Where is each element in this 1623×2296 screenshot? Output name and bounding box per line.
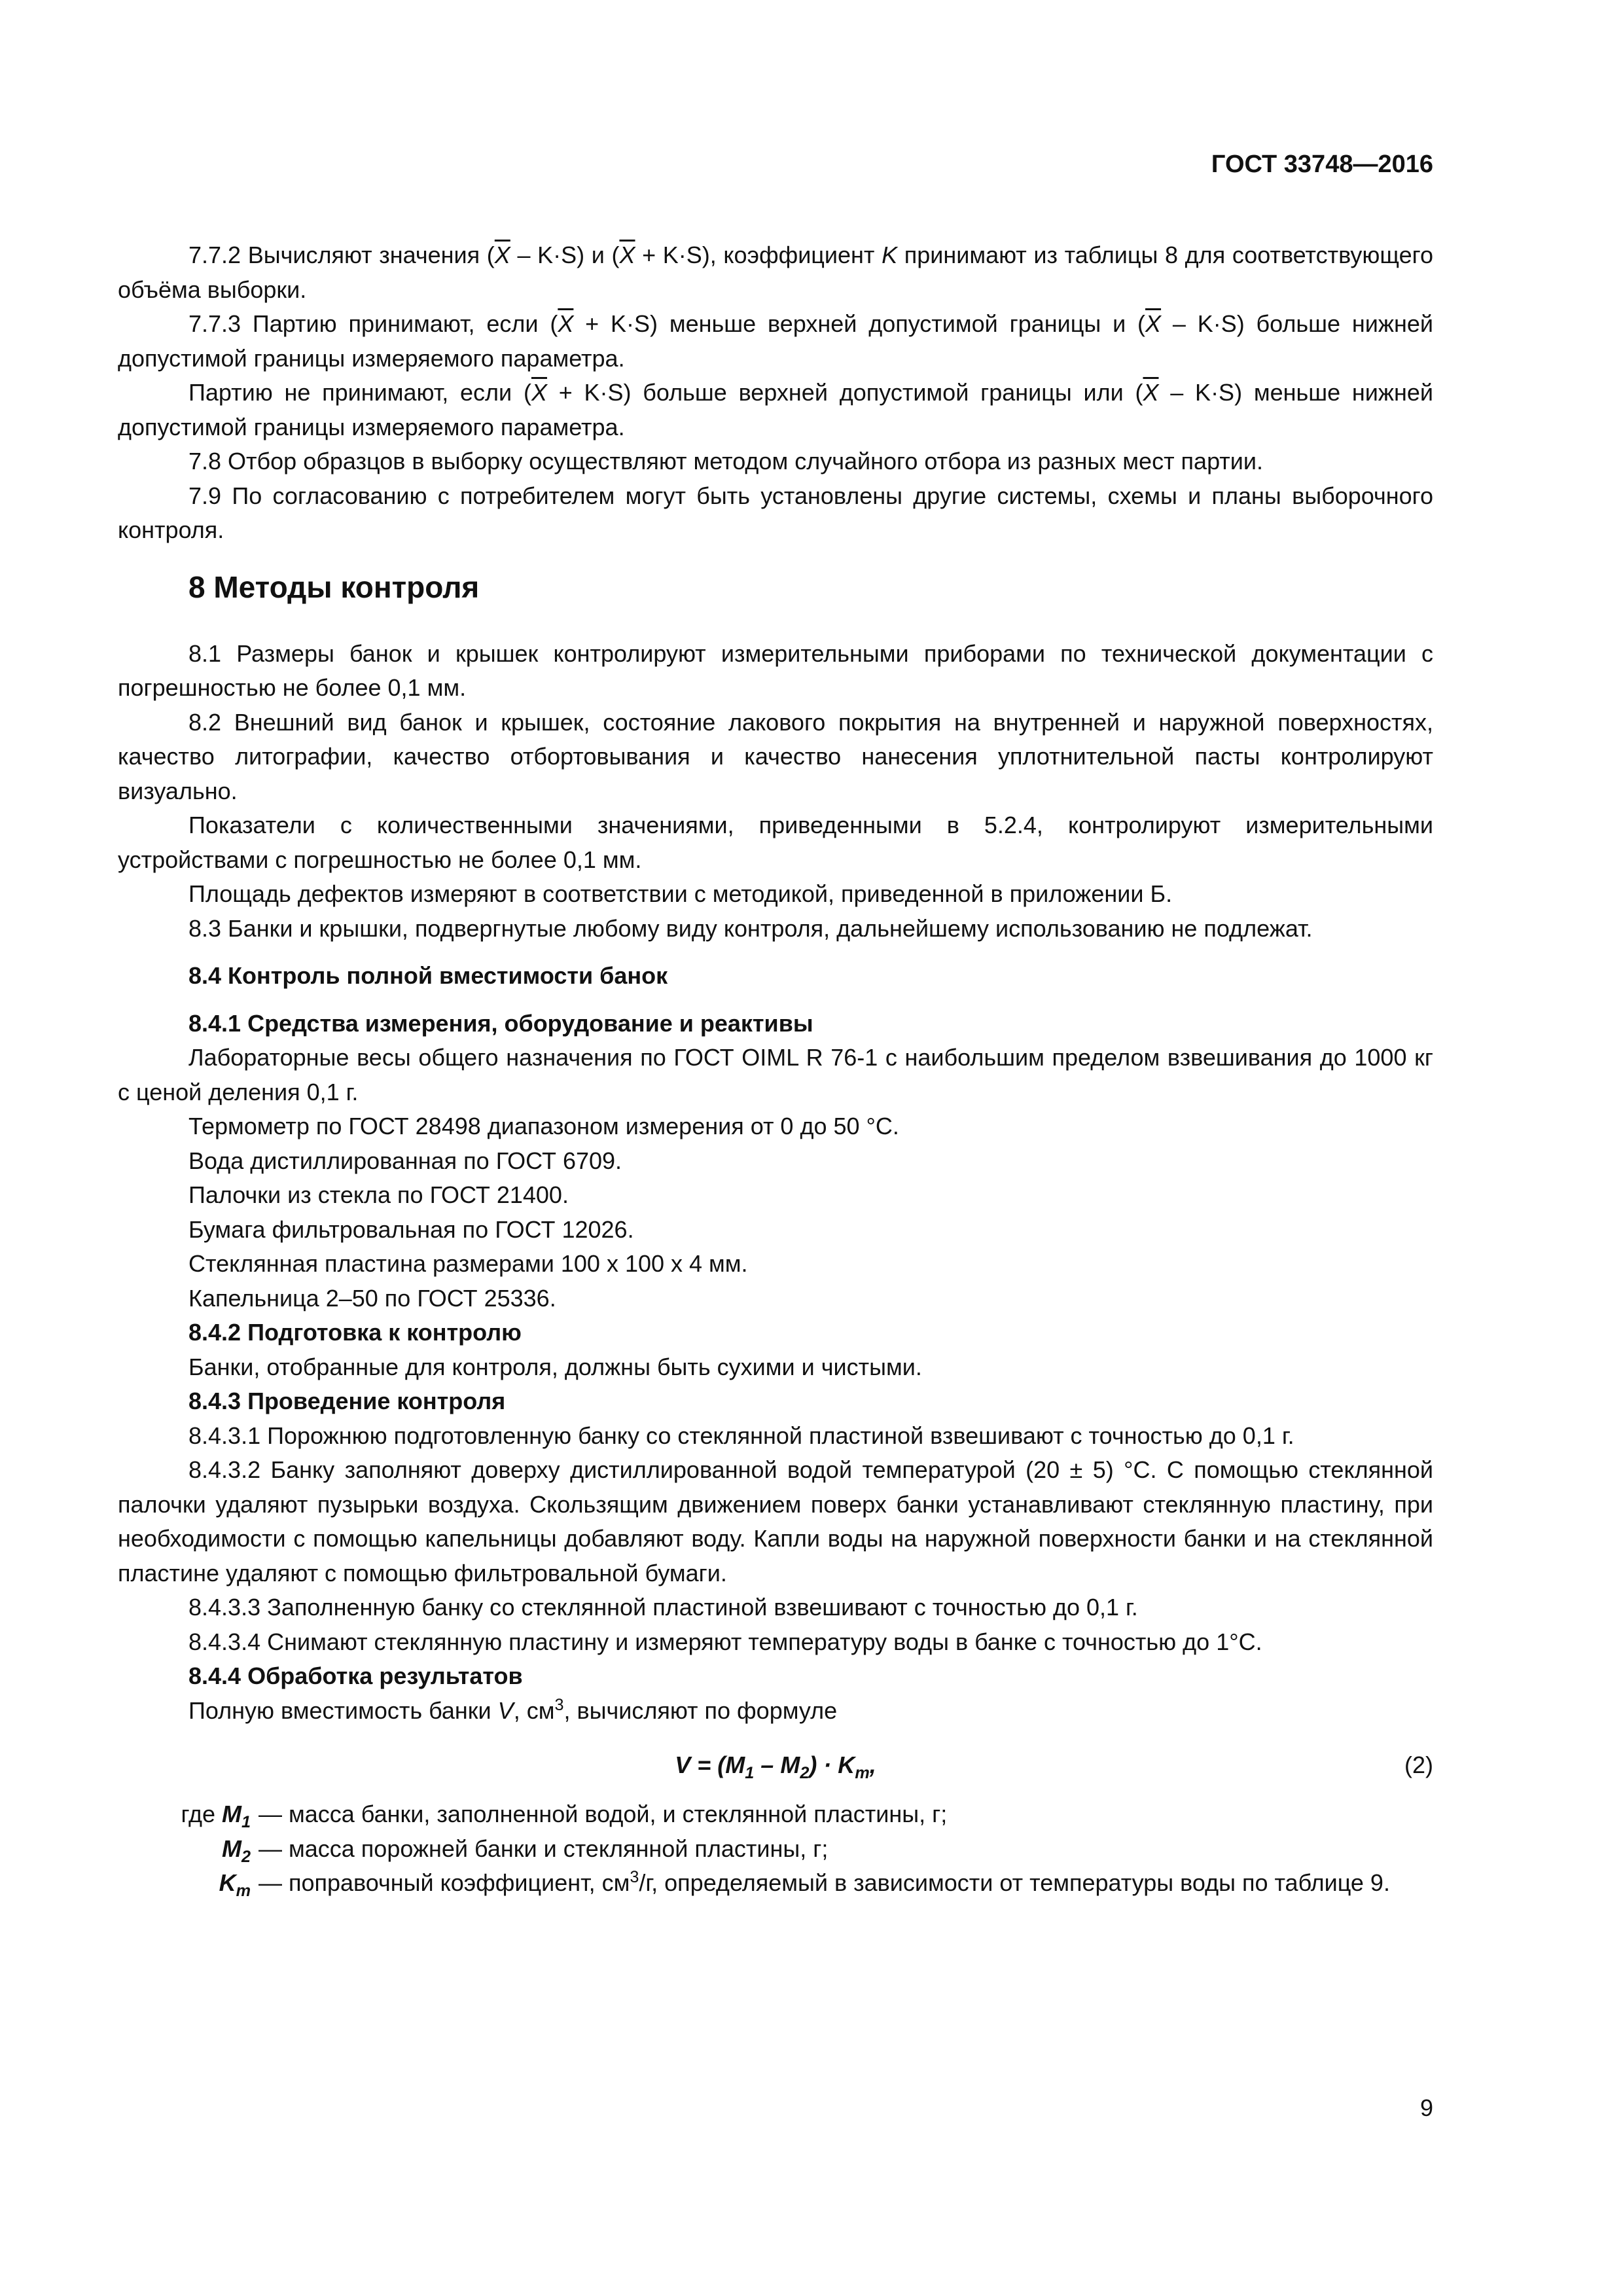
paragraph-7-8: 7.8 Отбор образцов в выборку осуществляют методом случайного отбора из разных мест партии. <box>188 448 1264 475</box>
x-bar-symbol: $\overline{X}$ <box>1143 379 1159 406</box>
equipment-item: Бумага фильтровальная по ГОСТ 12026. <box>188 1215 634 1243</box>
x-bar-symbol: $\overline{X}$ <box>494 242 510 268</box>
heading-8-4-4: 8.4.4 Обработка результатов <box>188 1662 523 1689</box>
section-8-title: 8 Методы контроля <box>188 569 480 604</box>
where-row-m2: $M_2$ — масса порожней банки и стеклянной пластины, г; <box>221 1835 829 1866</box>
paragraph-8-4-4: Полную вместимость банки V, $см^3$, вычисляют по формуле <box>188 1695 838 1724</box>
paragraph-8-1: 8.1 Размеры банок и крышек контролируют измерительными приборами по технической документации с погрешностью не более 0,1 мм. <box>118 639 1433 701</box>
paragraph-8-3: 8.3 Банки и крышки, подвергнутые любому виду контроля, дальнейшему использованию не подлежат. <box>188 914 1313 942</box>
heading-8-4-2: 8.4.2 Подготовка к контролю <box>188 1319 522 1346</box>
heading-8-4-3: 8.4.3 Проведение контроля <box>188 1388 506 1414</box>
x-bar-symbol: $\overline{X}$ <box>619 242 635 268</box>
equipment-item: Термометр по ГОСТ 28498 диапазоном измерения от 0 до 50 °С. <box>188 1113 899 1139</box>
equipment-item: Палочки из стекла по ГОСТ 21400. <box>188 1181 569 1208</box>
where-row-kt: $K_т$ — поправочный коэффициент, $см^3/г$, определяемый в зависимости от температуры воды по таблице 9. <box>219 1868 1390 1901</box>
paragraph-8-4-3-4: 8.4.3.4 Снимают стеклянную пластину и измеряют температуру воды в банке с точностью до 1°С. <box>188 1628 1262 1655</box>
x-bar-symbol: $\overline{X}$ <box>558 310 574 337</box>
paragraph-8-4-3-1: 8.4.3.1 Порожнюю подготовленную банку со стеклянной пластиной взвешивают с точностью до 0,1 г. <box>188 1422 1294 1449</box>
x-bar-symbol: $\overline{X}$ <box>531 379 547 406</box>
formula-number: (2) <box>1404 1751 1433 1778</box>
formula-2: $V = (M_1 - M_2) \cdot K_т$, (2) <box>118 1742 1433 1788</box>
paragraph-8-2: 8.2 Внешний вид банок и крышек, состояние лакового покрытия на внутренней и наружной поверхностях, качество литографии, качество отбортовывания и качество нанесения уплотнительной пасты контролируют визуально. <box>118 708 1433 804</box>
paragraph-7-7-3: 7.7.3 Партию принимают, если $(\overline{X} + K\cdot S)$ меньше верхней допустимой границы и $(\overline{X} - K\cdot S)$ больше нижней допустимой границы измеряемого параметра. <box>118 310 1433 372</box>
where-row-m1: где $M_1$ — масса банки, заполненной водой, и стеклянной пластины, г; <box>181 1801 948 1832</box>
equipment-item: Лабораторные весы общего назначения по ГОСТ OIML R 76-1 с наибольшим пределом взвешивания до 1000 кг с ценой деления 0,1 г. <box>118 1044 1433 1105</box>
heading-8-4: 8.4 Контроль полной вместимости банок <box>188 962 668 989</box>
paragraph-8-4-2: Банки, отобранные для контроля, должны быть сухими и чистыми. <box>188 1353 922 1380</box>
equipment-item: Капельница 2–50 по ГОСТ 25336. <box>188 1284 556 1312</box>
page-number: 9 <box>1419 2094 1433 2121</box>
equipment-item: Вода дистиллированная по ГОСТ 6709. <box>188 1147 622 1174</box>
equipment-item: Стеклянная пластина размерами 100 x 100 x 4 мм. <box>188 1250 748 1277</box>
paragraph-7-7-3-reject: Партию не принимают, если $(\overline{X} + K\cdot S)$ больше верхней допустимой границы или $(\overline{X} - K\cdot S)$ меньше нижней допустимой границы измеряемого параметра. <box>118 379 1433 440</box>
paragraph-7-9: 7.9 По согласованию с потребителем могут быть установлены другие системы, схемы и планы выборочного контроля. <box>118 482 1433 543</box>
x-bar-symbol: $\overline{X}$ <box>1145 310 1162 337</box>
document-body <box>118 238 1433 1901</box>
standard-code-header: ГОСТ 33748—2016 <box>1211 151 1433 178</box>
paragraph-7-7-2: 7.7.2 Вычисляют значения $(\overline{X} - K\cdot S)$ и $(\overline{X} + K\cdot S)$, коэффициент K принимают из таблицы 8 для соответствующего объёма выборки. <box>118 242 1434 303</box>
paragraph-8-2-defects: Площадь дефектов измеряют в соответствии с методикой, приведенной в приложении Б. <box>188 880 1173 907</box>
paragraph-8-2-indicators: Показатели с количественными значениями, приведенными в 5.2.4, контролируют измерительными устройствами с погрешностью не более 0,1 мм. <box>118 812 1433 873</box>
paragraph-8-4-3-2: 8.4.3.2 Банку заполняют доверху дистиллированной водой температурой (20 ± 5) °С. С помощью стеклянной палочки удаляют пузырьки воздуха. Скользящим движением поверх банки устанавливают стеклянную пластину, при необходимости с помощью капельницы добавляют воду. Капли воды на наружной поверхности банки и на стеклянной пластине удаляют с помощью фильтровальной бумаги. <box>118 1456 1433 1587</box>
paragraph-8-4-3-3: 8.4.3.3 Заполненную банку со стеклянной пластиной взвешивают с точностью до 0,1 г. <box>188 1594 1138 1621</box>
heading-8-4-1: 8.4.1 Средства измерения, оборудование и реактивы <box>188 1009 813 1037</box>
